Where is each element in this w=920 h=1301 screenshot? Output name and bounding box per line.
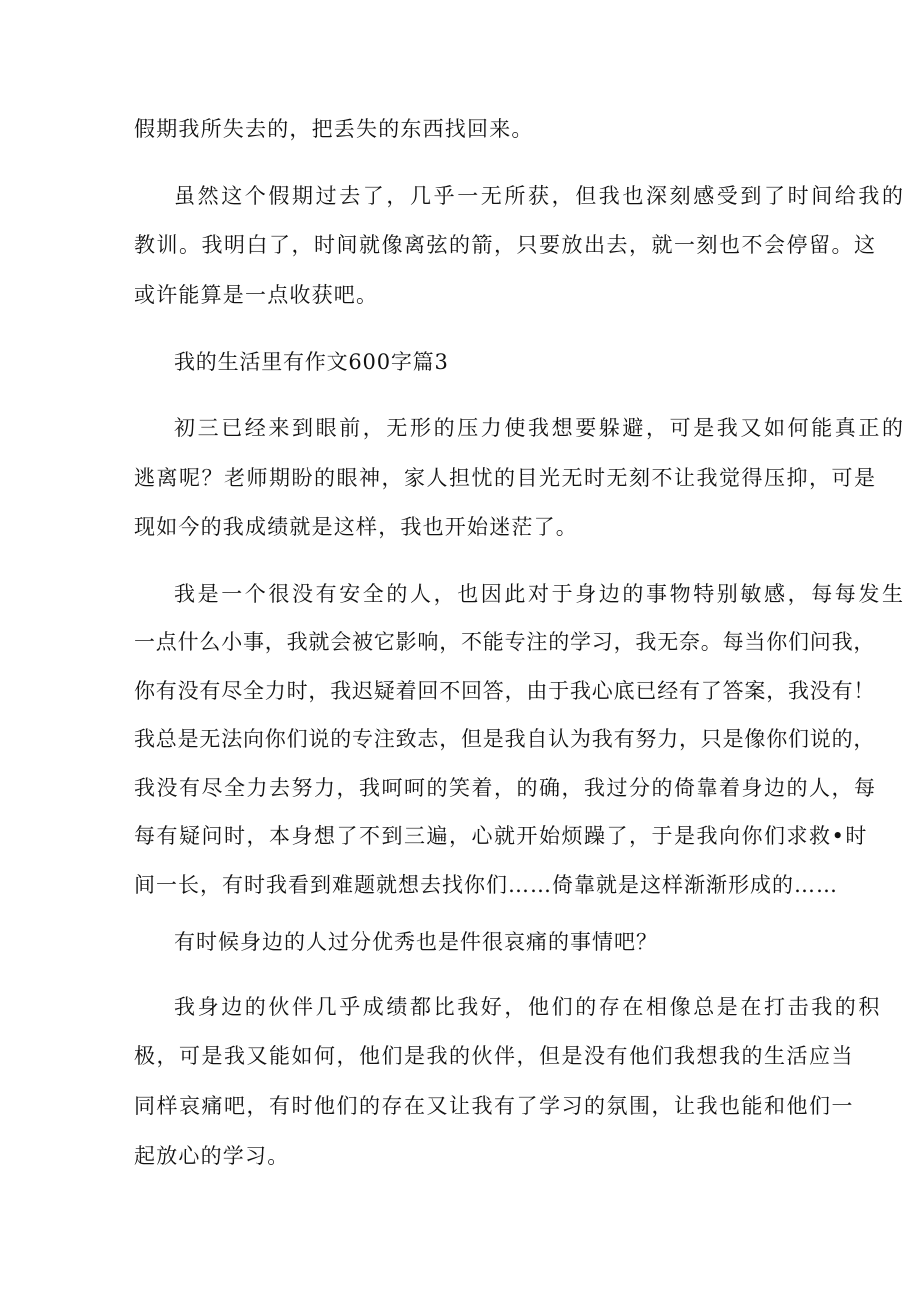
- paragraph-line: 或许能算是一点收获吧。: [134, 283, 379, 307]
- section-heading: 我的生活里有作文600字篇3: [174, 350, 449, 374]
- paragraph-line: 有时候身边的人过分优秀也是件很哀痛的事情吧？: [174, 930, 658, 954]
- paragraph-line: 你有没有尽全力时，我迟疑着回不回答，由于我心底已经有了答案，我没有！: [134, 679, 876, 703]
- paragraph-line: 教训。我明白了，时间就像离弦的箭，只要放出去，就一刻也不会停留。这: [134, 233, 877, 257]
- paragraph-line: 假期我所失去的，把丢失的东西找回来。: [134, 117, 534, 141]
- paragraph-line: 我是一个很没有安全的人，也因此对于身边的事物特别敏感，每每发生: [174, 582, 906, 606]
- paragraph-line: 我没有尽全力去努力，我呵呵的笑着，的确，我过分的倚靠着身边的人，每: [134, 776, 877, 800]
- paragraph-line: 我身边的伙伴几乎成绩都比我好，他们的存在相像总是在打击我的积: [174, 995, 882, 1019]
- paragraph-line: 间一长，有时我看到难题就想去找你们……倚靠就是这样渐渐形成的……: [134, 873, 838, 897]
- paragraph-line: 同样哀痛吧，有时他们的存在又让我有了学习的氛围，让我也能和他们一: [134, 1094, 854, 1118]
- paragraph-line: 我总是无法向你们说的专注致志，但是我自认为我有努力，只是像你们说的，: [134, 727, 876, 751]
- paragraph-line: 每有疑问时，本身想了不到三遍，心就开始烦躁了，于是我向你们求救•时: [134, 824, 868, 848]
- paragraph-line: 逃离呢？老师期盼的眼神，家人担忧的目光无时无刻不让我觉得压抑，可是: [134, 466, 877, 490]
- paragraph-line: 虽然这个假期过去了，几乎一无所获，但我也深刻感受到了时间给我的: [174, 184, 906, 208]
- paragraph-line: 一点什么小事，我就会被它影响，不能专注的学习，我无奈。每当你们问我，: [134, 630, 876, 654]
- paragraph-line: 极，可是我又能如何，他们是我的伙伴，但是没有他们我想我的生活应当: [134, 1044, 854, 1068]
- paragraph-line: 初三已经来到眼前，无形的压力使我想要躲避，可是我又如何能真正的: [174, 416, 906, 440]
- paragraph-line: 现如今的我成绩就是这样，我也开始迷茫了。: [134, 515, 578, 539]
- paragraph-line: 起放心的学习。: [134, 1144, 290, 1168]
